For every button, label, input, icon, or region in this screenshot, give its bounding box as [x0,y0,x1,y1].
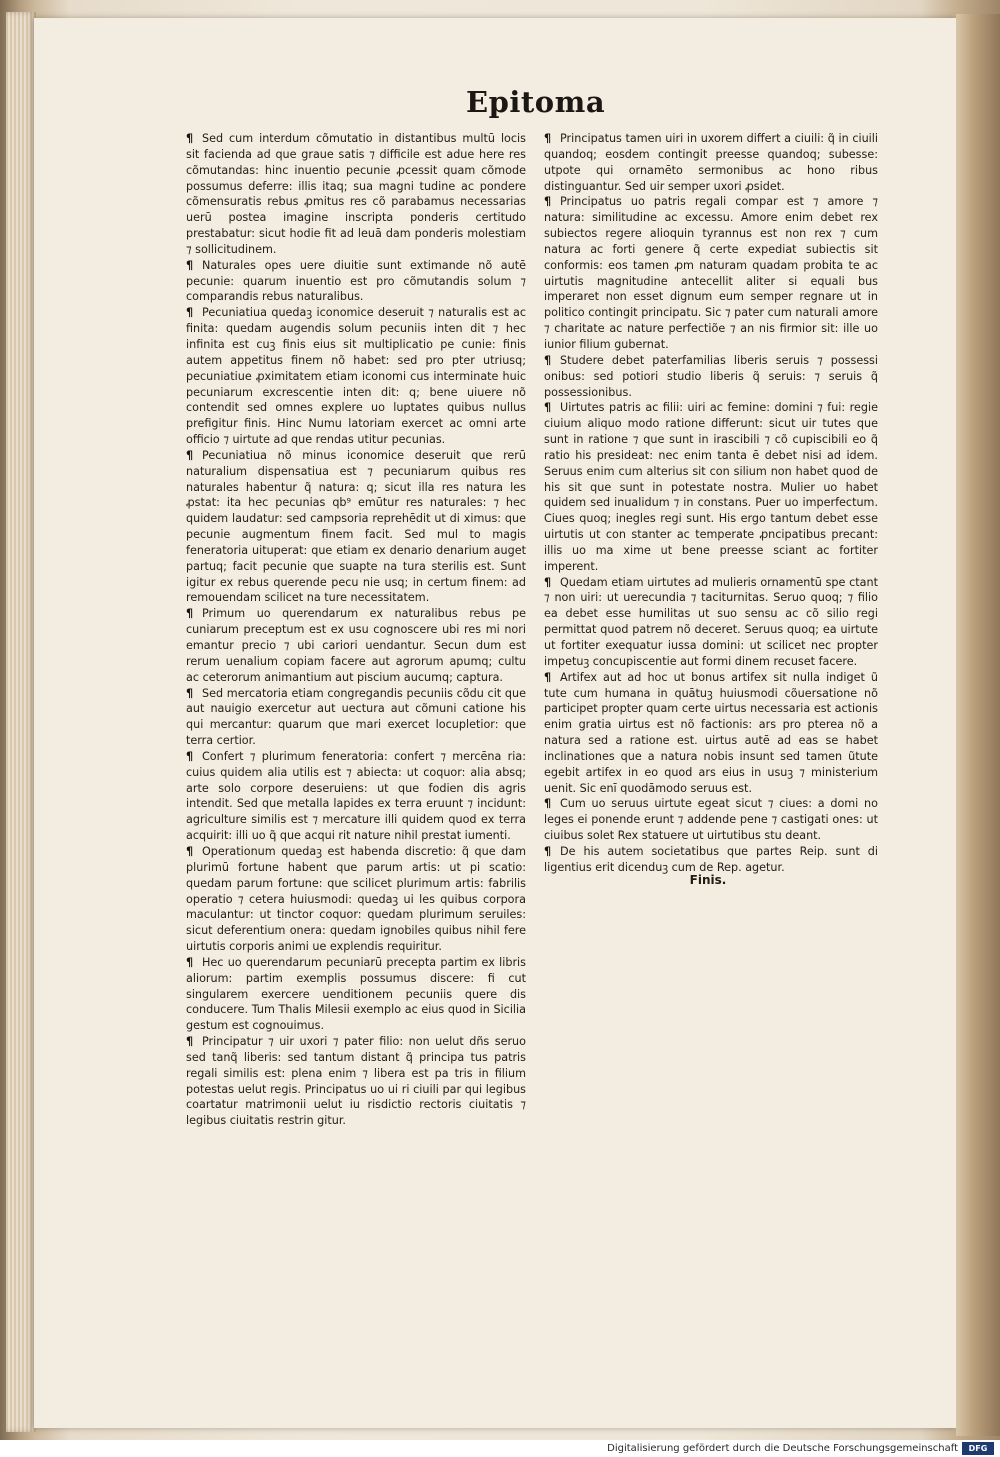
book-page-edges-right [956,14,1000,1436]
paragraph-text: Artifex aut ad hoc ut bonus artifex sit nulla indiget ũ tute cum humana in quātuꝫ huiusmodi cõuersatione nõ participet propter quam certe uirtus necessaria est actionis enim gratia uirtus est nõ factionis: ars pro pterea nõ a natura sed a ratione est. uirtus autē ad eas se habet inclinationes que a natura nobis insunt sed tamen ũtute egebit artifex in eo quod ars eius in usuꝫ ⁊ ministerium uenit. Sic enī quodāmodo seruus est. [544,670,878,795]
pilcrow-icon: ¶ [186,1035,194,1049]
paragraph [544,131,878,194]
pilcrow-icon: ¶ [544,670,552,684]
book-page-edges-left [6,12,36,1432]
paragraph-text: Naturales opes uere diuitie sunt extimande nõ autē pecunie: quarum inuentio est pro cõmutandis solum ⁊ comparandis rebus naturalibus. [186,258,526,304]
paragraph [186,749,526,844]
pilcrow-icon: ¶ [544,797,552,811]
paragraph [186,686,526,749]
pilcrow-icon: ¶ [186,844,194,858]
paragraph-text: Operationum quedaꝫ est habenda discretio: q̃ que dam plurimū fortune habent que parum artis: ut pi scatio: quedam parum fortune: que scilicet plurimum artis: fabrilis operatio ⁊ cetera huiusmodi: quedaꝫ ui les quibus corpora maculantur: ut tinctor coquor: quedam plurimum seruiles: sicut deferentium onera: quedam ignobiles quibus nihil fere uirtutis corporis animi ue explendis requiritur. [186,844,526,954]
pilcrow-icon: ¶ [186,607,194,621]
paragraph [544,353,878,401]
paragraph [186,305,526,448]
pilcrow-icon: ¶ [186,258,194,272]
pilcrow-icon: ¶ [544,844,552,858]
running-title: Epitoma [466,85,606,119]
pilcrow-icon: ¶ [186,686,194,700]
dfg-logo: DFG [962,1442,994,1455]
paragraph [186,606,526,685]
paragraph-text: Cum uo seruus uirtute egeat sicut ⁊ ciues: a domi no leges ei ponende erunt ⁊ addende pene ⁊ castigati ones: ut ciuibus solet Rex statuere ut uirtutibus stu deant. [544,797,878,843]
pilcrow-icon: ¶ [544,575,552,589]
digitization-credit: Digitalisierung gefördert durch die Deutsche Forschungsgemeinschaft [607,1443,958,1454]
paragraph-text: Principatus tamen uiri in uxorem differt a ciuili: q̃ in ciuili quandoq; eosdem contingit preesse quandoq; subesse: utpote qui ornamēto sermonibus ac hono ribus distinguantur. Sed uir semper uxori ꝓsidet. [544,132,878,193]
paragraph-text: Hec uo querendarum pecuniarū precepta partim ex libris aliorum: partim exemplis possumus discere: fi cut singularem exercere uenditionem pecuniis quere dis conducere. Tum Thalis Milesii exemplo ac eius quod in Sicilia gestum est cognouimus. [186,955,526,1033]
paragraph [186,844,526,955]
paragraph [186,1034,526,1129]
text-column-right [544,131,878,876]
paragraph [544,796,878,844]
paragraph [186,131,526,258]
paragraph [544,400,878,574]
paragraph [186,448,526,606]
paragraph-text: Sed cum interdum cõmutatio in distantibus multū locis sit facienda ad que graue satis ⁊ difficile est adue here res cõmutandas: hinc inuentio pecunie ꝓcessit quam cõmode possumus deferre: illis itaq; sua magni tudine ac pondere cõmensuratis rebus ꝓmitus res cõ parabamus necessarias uerū postea imagine inscripta ponderis certitudo prestabatur: sicut hodie fit ad leuā dam ponderis molestiam ⁊ sollicitudinem. [186,132,526,256]
pilcrow-icon: ¶ [186,132,194,145]
pilcrow-icon: ¶ [544,353,552,367]
paragraph [544,844,878,876]
paragraph [186,258,526,306]
paragraph-text: Confert ⁊ plurimum feneratoria: confert ⁊ mercēna ria: cuius quidem alia utilis est ⁊ abiecta: ut coquor: alia absq; arte solo corpore deseruiens: ut que fodien dis agris intendit. Sed que metalla lapides ex terra eruunt ⁊ incidunt: agriculture similis est ⁊ mercature illi quidem quod ex terra acquirit: illi uo q̃ que acqui rit nature nihil prestat iumenti. [186,749,526,843]
paragraph-text: Principatur ⁊ uir uxori ⁊ pater filio: non uelut dñs seruo sed tanq̃ liberis: sed tantum distant q̃ principa tus patris regali similis est: plena enim ⁊ libera est pa tris in filium potestas uelut regis. Principatus uo ui ri ciuili par qui legibus coartatur matrimonii uelut iu risdictio rectoris ciuitatis ⁊ legibus ciuitatis restrin gitur. [186,1035,526,1128]
paragraph-text: Uirtutes patris ac filii: uiri ac femine: domini ⁊ fui: regie ciuium aliquo modo ratione differunt: sicut uir tutes que sunt in ratione ⁊ que sunt in irascibili ⁊ cõ cupiscibili eo q̃ ratio his presideat: nec enim tanta ē debet nisi ad idem. Seruus enim cum alterius sit con silium non habet quod de his sit que sunt in potestate nostra. Mulier uo habet quidem sed inualidum ⁊ in constans. Puer uo imperfectum. Ciues quoq; inegles regi sunt. His ergo tantum debet esse uirtutis ut con stanter ac temperate ꝓncipatibus precant: illis uo ma xime ut bene preesse sciant ac fortiter imperent. [544,401,878,573]
pilcrow-icon: ¶ [544,195,552,209]
pilcrow-icon: ¶ [186,749,194,763]
paragraph [186,955,526,1034]
paragraph-text: Primum uo querendarum ex naturalibus rebus pe cuniarum preceptum est ex usu cognoscere ubi res mi nori emantur precio ⁊ ubi cariori uendantur. Secun dum est rerum uenalium copiam facere aut agrorum apumq; cultu ac ceterorum animantium aut piscium aucumq; captura. [186,607,526,684]
text-column-left [186,131,526,1129]
paragraph-text: Sed mercatoria etiam congregandis pecuniis cõdu cit que aut nauigio exercetur aut uectura aut cõmuni catione his qui mercantur: quarum que mari exercet locupletior: que terra certior. [186,686,526,748]
paragraph [544,670,878,797]
pilcrow-icon: ¶ [544,401,552,415]
pilcrow-icon: ¶ [186,955,194,969]
paragraph-text: Pecuniatiua quedaꝫ iconomice deseruit ⁊ naturalis est ac finita: quedam augendis solum pecuniis inten dit ⁊ hec infinita est cuꝫ finis eius sit multiplicatio pe cunie: finis autem appetitus finem nõ habet: sed pro pter utriusq; pecuniatiue ꝓximitatem etiam iconomi cus interminate huic pecuniarum excrescentie inten dit: q; bene uiuere nõ contendit sed omnes explere uo luptates quibus nullus prefigitur finis. Hinc Numu latoriam exercet ac omni arte officio ⁊ uirtute ad que rendas utitur pecunias. [186,306,526,447]
paragraph [544,575,878,670]
paragraph-text: Quedam etiam uirtutes ad mulieris ornamentū spe ctant ⁊ non uiri: ut uerecundia ⁊ taciturnitas. Seruo quoq; ⁊ filio ea debet esse humilitas ut suo sensu ac cõ silio regi permittat quod patrem nõ deceret. Seruus quoq; ea uirtute ut fortiter exequatur iussa domini: ut scilicet nec propter impetuꝫ concupiscentie aut formi dinem recuset facere. [544,575,878,668]
paragraph-text: Studere debet paterfamilias liberis seruis ⁊ possessi onibus: sed potiori studio liberis q̃ seruis: ⁊ seruis q̃ possessionibus. [544,353,878,399]
paragraph [544,194,878,352]
paragraph-text: Principatus uo patris regali compar est ⁊ amore ⁊ natura: similitudine ac excessu. Amore enim debet rex subiectos regere alioquin tyrannus est non rex ⁊ cum natura ac forti genere q̃ certe expediat subiectis sit conformis: eos tamen ꝓm naturam quadam probita te ac uirtutis magnitudine antecellit aliter si equali bus imperaret non esset dignum eum semper regnare ut in politico contingit principatu. Sic ⁊ pater cum naturali amore ⁊ charitate ac nature perfectiõe ⁊ an nis firmior sit: ille uo iunior filium gubernat. [544,195,878,351]
pilcrow-icon: ¶ [544,132,552,145]
pilcrow-icon: ¶ [186,448,194,462]
paragraph-text: Pecuniatiua nõ minus iconomice deseruit que rerū naturalium dispensatiua est ⁊ pecuniarum quibus res naturales habentur q̃ natura: q; sicut illa res natura les ꝓstat: ita hec pecunias qb⁹ emūtur res naturales: ⁊ hec quidem laudatur: sed campsoria reprehēdit ut di ximus: que pecunie augmentum finem facit. Sed mul to magis feneratoria uituperat: que etiam ex denario denarium auget partuq; facit pecunie que suapte na tura sterilis est. Sunt igitur ex rebus querende pecu nie usq; in certum finem: ad remouendam scilicet na ture necessitatem. [186,448,526,605]
paragraph-text: De his autem societatibus que partes Reip. sunt di ligentius erit dicenduꝫ cum de Rep. agetur. [544,844,878,874]
pilcrow-icon: ¶ [186,306,194,320]
finis-label: Finis. [689,873,727,887]
